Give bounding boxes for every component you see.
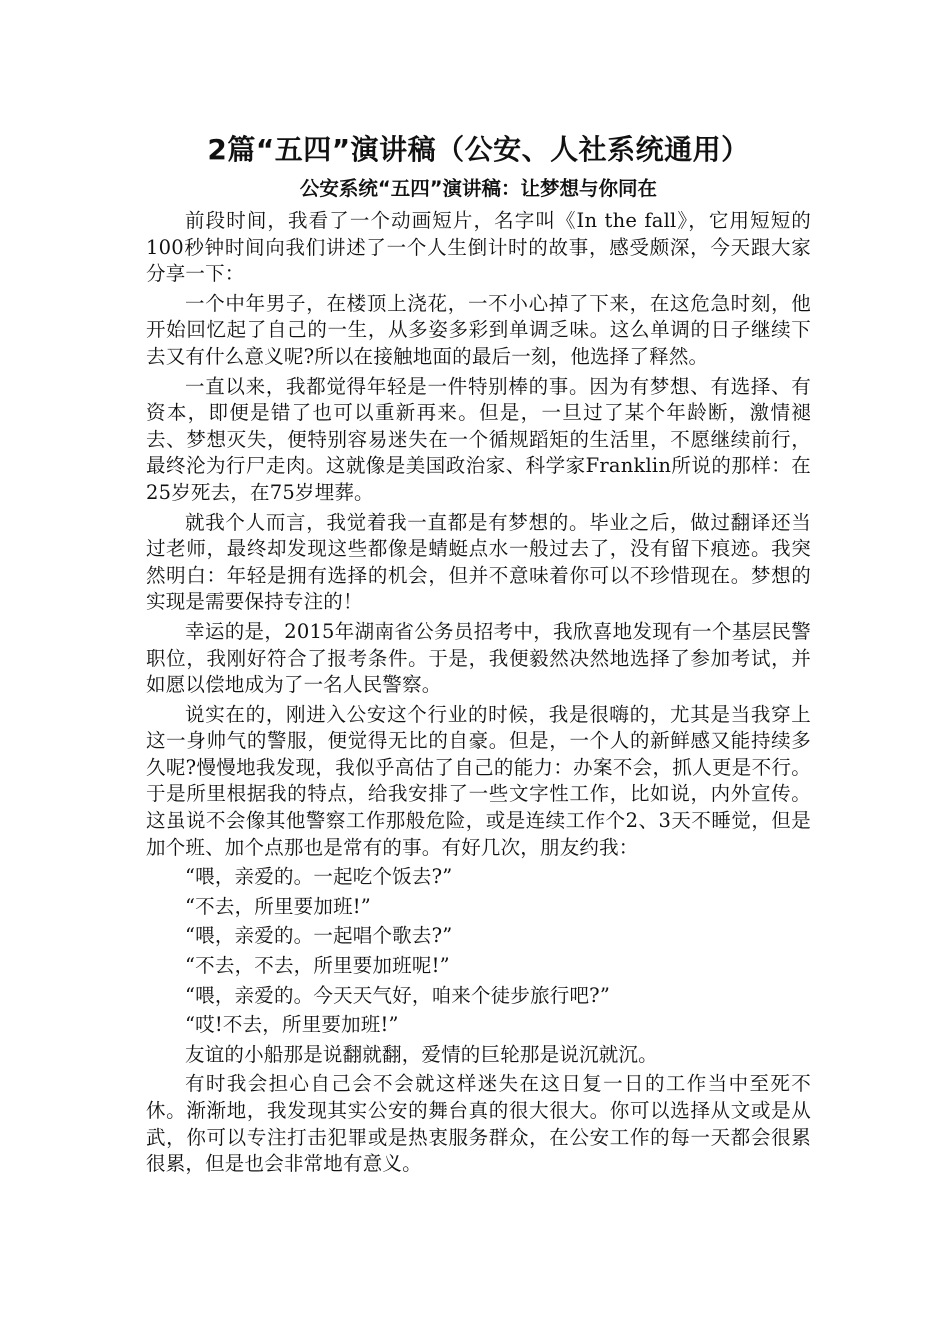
- dialogue-line: “喂，亲爱的。一起吃个饭去?”: [185, 865, 453, 889]
- document-subtitle: 公安系统“五四”演讲稿：让梦想与你同在: [299, 177, 658, 200]
- dialogue-line: “哎!不去，所里要加班!”: [185, 1013, 399, 1037]
- dialogue-line: “喂，亲爱的。今天天气好，咱来个徒步旅行吧?”: [185, 983, 610, 1007]
- dialogue-line: “喂，亲爱的。一起唱个歌去?”: [185, 924, 453, 948]
- paragraph: 前段时间，我看了一个动画短片，名字叫《In the fall》，它用短短的100秒钟时间向我们讲述了一个人生倒计时的故事，感受颇深，今天跟大家分享一下：: [146, 209, 811, 286]
- paragraph: 说实在的，刚进入公安这个行业的时候，我是很嗨的，尤其是当我穿上这一身帅气的警服，便觉得无比的自豪。但是，一个人的新鲜感又能持续多久呢?慢慢地我发现，我似乎高估了自己的能力：办案不会，抓人更是不行。于是所里根据我的特点，给我安排了一些文字性工作，比如说，内外宣传。这虽说不会像其他警察工作那般危险，或是连续工作个2、3天不睡觉，但是加个班、加个点那也是常有的事。有好几次，朋友约我：: [146, 702, 811, 859]
- document-title: 2篇“五四”演讲稿（公安、人社系统通用）: [207, 133, 750, 166]
- paragraph: 幸运的是，2015年湖南省公务员招考中，我欣喜地发现有一个基层民警职位，我刚好符合了报考条件。于是，我便毅然决然地选择了参加考试，并如愿以偿地成为了一名人民警察。: [146, 619, 811, 697]
- paragraph: 一直以来，我都觉得年轻是一件特别棒的事。因为有梦想、有选择、有资本，即便是错了也可以重新再来。但是，一旦过了某个年龄断，激情褪去、梦想灭失，便特别容易迷失在一个循规蹈矩的生活里，不愿继续前行，最终沦为行尸走肉。这就像是美国政治家、科学家Franklin所说的那样：在25岁死去，在75岁埋葬。: [146, 374, 811, 504]
- paragraph: 一个中年男子，在楼顶上浇花，一不小心掉了下来，在这危急时刻，他开始回忆起了自己的一生，从多姿多彩到单调乏味。这么单调的日子继续下去又有什么意义呢?所以在接触地面的最后一刻，他选择了释然。: [146, 291, 811, 368]
- dialogue-line: “不去，不去，所里要加班呢!”: [185, 954, 450, 978]
- paragraph: 有时我会担心自己会不会就这样迷失在这日复一日的工作当中至死不休。渐渐地，我发现其实公安的舞台真的很大很大。你可以选择从文或是从武，你可以专注打击犯罪或是热衷服务群众，在公安工作的每一天都会很累很累，但是也会非常地有意义。: [146, 1072, 811, 1176]
- paragraph: 友谊的小船那是说翻就翻，爱情的巨轮那是说沉就沉。: [185, 1042, 658, 1066]
- paragraph: 就我个人而言，我觉着我一直都是有梦想的。毕业之后，做过翻译还当过老师，最终却发现这些都像是蜻蜓点水一般过去了，没有留下痕迹。我突然明白：年轻是拥有选择的机会，但并不意味着你可以不珍惜现在。梦想的实现是需要保持专注的！: [146, 510, 811, 614]
- document-body: [146, 128, 811, 1181]
- dialogue-line: “不去，所里要加班!”: [185, 894, 371, 918]
